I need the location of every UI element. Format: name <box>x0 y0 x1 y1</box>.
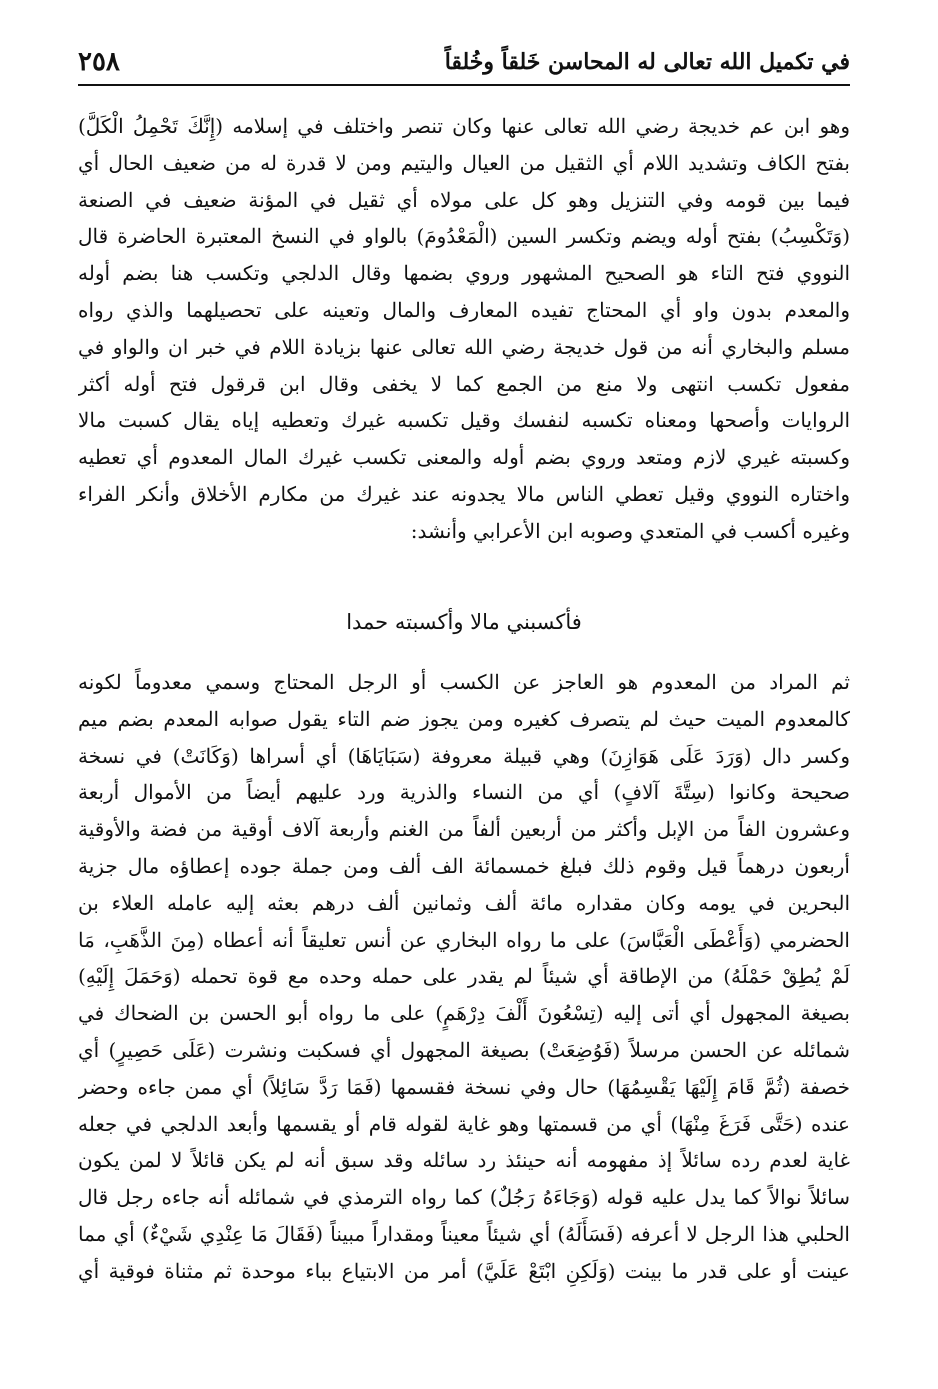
text-line: وغيره أكسب في المتعدي وصوبه ابن الأعرابي وأنشد: <box>410 518 850 543</box>
page-header <box>78 40 850 86</box>
text-line: الروايات وأصحها ومعناه تكسبه لنفسك وقيل تكسبه غيرك وتعطيه إياه يقال كسبت مالا <box>78 408 850 433</box>
text-line: الحضرمي (وَأَعْطَى الْعَبَّاسَ) على ما رواه البخاري عن أنس تعليقاً أنه أعطاه (مِنَ الذَّهَبِ، مَا <box>78 927 850 952</box>
text-line: (وَتَكْسِبُ) بفتح أوله ويضم وتكسر السين (الْمَعْدُومَ) بالواو في النسخ المعتبرة الحاضرة قال <box>78 224 850 249</box>
text-line: واختاره النووي وقيل تعطي الناس مالا يجدونه عند غيرك من مكارم الأخلاق وأنكر الفراء <box>78 481 850 506</box>
text-line: وعشرون الفاً من الإبل وأكثر من أربعين ألفاً من الغنم وأربعة آلاف أوقية من فضة والأوقية <box>78 817 850 842</box>
text-line: سائلاً نوالاً كما يدل عليه قوله (وَجَاءَهُ رَجُلٌ) كما رواه الترمذي في شمائله أنه جاءه رجل قال <box>78 1185 850 1210</box>
text-line: شمائله عن الحسن مرسلاً (فَوُضِعَتْ) بصيغة المجهول أي فسكبت ونشرت (عَلَى حَصِيرٍ) أي <box>78 1037 850 1062</box>
text-line: وكسبته غيري لازم ومتعد وروي بضم أوله والمعنى تكسب غيرك المال المعدوم أي تعطيه <box>78 445 850 470</box>
text-line: بصيغة المجهول أي أتى إليه (تِسْعُونَ أَلْفَ دِرْهَمٍ) على ما رواه أبو الحسن بن الضحاك في <box>78 1001 850 1026</box>
text-line: أربعون درهماً قيل وقوم ذلك فبلغ خمسمائة الف ألف ومن جملة جوده إعطاؤه مال جزية <box>78 853 850 878</box>
text-line: وكسر دال (وَرَدَ عَلَى هَوَازِنَ) وهي قبيلة معروفة (سَبَايَاهَا) أي أسراها (وَكَانَتْ) في نسخة <box>78 743 850 768</box>
text-line: ثم المراد من المعدوم هو العاجز عن الكسب أو الرجل المحتاج وسمي معدوماً لكونه <box>78 670 850 694</box>
text-line: مسلم والبخاري أنه من قول خديجة رضي الله تعالى عنها بزيادة اللام في خبر ان والواو في <box>78 334 850 359</box>
text-line: فيما بين قومه وفي التنزيل وهو كل على مولاه أي ثقيل في المؤنة ضعيف في الصنعة <box>78 187 850 212</box>
text-line: البحرين في يومه وكان مقداره مائة ألف وثمانين ألف درهم بعثه إليه عامله العلاء بن <box>78 890 850 915</box>
text-line: عنده (حَتَّى فَرَغَ مِنْهَا) أي من قسمتها وهو غاية لقوله قام أو يقسمها وأبعد الدلجي في جعله <box>78 1111 850 1136</box>
text-line: صحيحة وكانوا (سِتَّةَ آلافٍ) أي من النساء والذرية ورد عليهم أيضاً من الأموال أربعة <box>78 780 850 805</box>
commentary-paragraph-1 <box>78 108 850 550</box>
text-line: وهو ابن عم خديجة رضي الله تعالى عنها وكان تنصر واختلف في إسلامه (إِنَّكَ تَحْمِلُ الْكَلَّ) <box>78 114 850 138</box>
text-line: مفعول تكسب انتهى ولا منع من الجمع كما لا يخفى وقال ابن قرقول فتح أوله أكثر <box>78 371 850 396</box>
text-line: عينت أو على قدر ما بينت (وَلَكِنِ ابْتَعْ عَلَيَّ) أمر من الابتياع بباء موحدة ثم مثناة فوقية أي <box>78 1258 850 1283</box>
text-line: كالمعدوم الميت حيث لم يتصرف كغيره ومن يجوز ضم التاء يقول صوابه المعدم بضم ميم <box>78 706 850 731</box>
text-line: بفتح الكاف وتشديد اللام أي الثقيل من العيال واليتيم ومن لا قدرة له من ضعيف الحال أي <box>78 150 850 175</box>
text-line: الحلبي هذا الرجل لا أعرفه (فَسَأَلَهُ) أي شيئاً معيناً ومقداراً مبيناً (فَقَالَ مَا عِنْدِي شَيْءٌ) أي مما <box>78 1221 850 1246</box>
running-title: في تكميل الله تعالى له المحاسن خَلقاً وخُلقاً <box>444 49 850 75</box>
text-line: والمعدم بدون واو أي المحتاج تفيده المعارف والمال وتعينه على تحصيلهما والذي رواه <box>78 297 850 322</box>
text-line: غاية لعدم رده سائلاً إذ مفهومه أنه حينئذ رد سائله وقد سبق أنه لم يكن قائلاً لا لمن يكون <box>78 1148 850 1173</box>
text-line: خصفة (ثُمَّ قَامَ إِلَيْهَا يَقْسِمُهَا) حال وفي نسخة فقسمها (فَمَا رَدَّ سَائِلاً) أي ممن جاءه وحضر <box>78 1074 850 1099</box>
poetry-verse: فأكسبني مالا وأكسبته حمدا <box>346 610 582 634</box>
text-line: النووي فتح التاء هو الصحيح المشهور وروي بضمها وقال الدلجي وتكسب هنا بضم أوله <box>78 261 850 286</box>
text-line: لَمْ يُطِقْ حَمْلَهُ) من الإطاقة أي شيئاً لم يقدر على حمله وحده مع قوة تحمله (وَحَمَلَ إِلَيْهِ) <box>78 964 850 989</box>
page-number: ٢٥٨ <box>78 47 120 77</box>
commentary-paragraph-2 <box>78 664 850 1290</box>
